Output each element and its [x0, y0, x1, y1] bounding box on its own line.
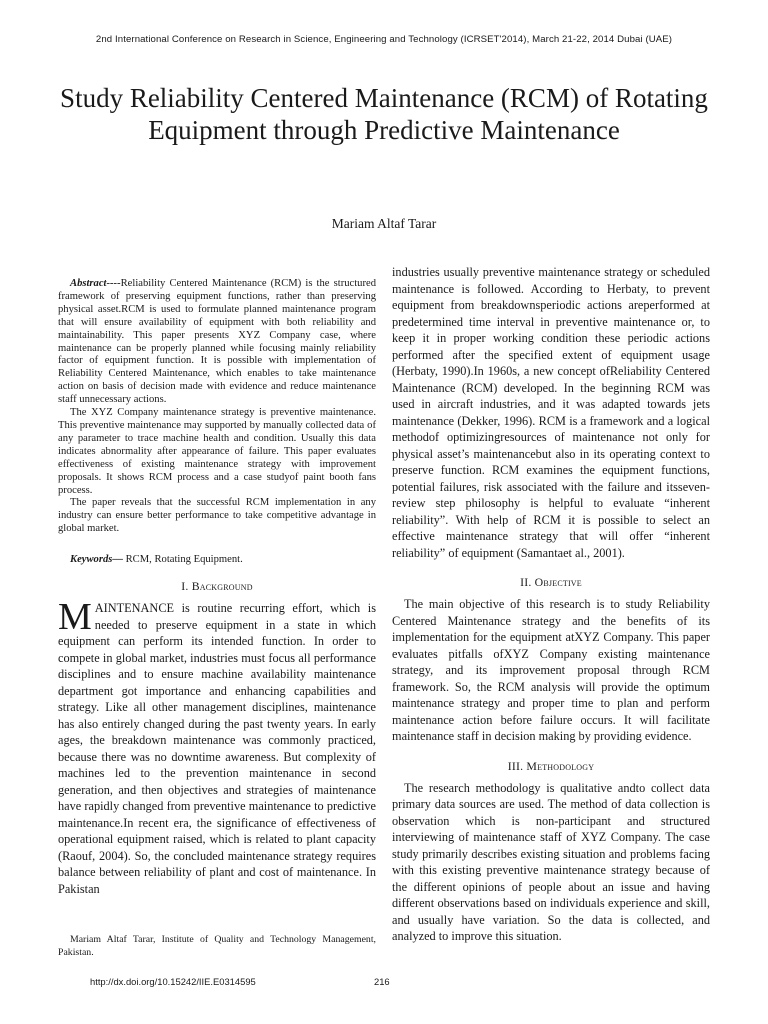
abstract-paragraph-2: The XYZ Company maintenance strategy is preventive maintenance. This preventive maintenance may supported by manually collected data of any parameter to trace machine health and condition. Usually this data indicates abnormality after appearance of failure. This paper evaluates effectiveness of existing maintenance strategy with improvement proposals. It shows RCM process and a case studyof paint booth fans process. [58, 407, 376, 496]
abstract [58, 278, 376, 536]
section-heading-methodology: III. Methodology [507, 758, 595, 773]
abstract-label: Abstract---- [70, 278, 121, 289]
keywords-label: Keywords— [70, 554, 123, 566]
page-number: 216 [374, 976, 390, 987]
keywords [58, 554, 376, 565]
abstract-text-1: Reliability Centered Maintenance (RCM) is the structured framework of preserving equipment functions, rather than preserving physical asset.RCM is used to formulate planned maintenance program that will ensure availability of equipment with both reliability and maintainability. This paper presents XYZ Company case, where maintenance can be properly planned while focusing mainly reliability factor of equipment function. It is possible with implementation of Reliability Centered Maintenance, which enables to take maintenance action on basis of decision made with evidence and reduce maintenance staff unnecessary actions. [58, 278, 376, 406]
paper-title: Study Reliability Centered Maintenance (RCM) of Rotating Equipment through Predictive Maintenance [60, 83, 708, 145]
section-heading-objective: II. Objective [520, 575, 582, 589]
abstract-paragraph-1 [58, 278, 376, 407]
keywords-text: RCM, Rotating Equipment. [122, 554, 243, 566]
drop-cap: M [58, 596, 92, 639]
background-continued-paragraph: industries usually preventive maintenance strategy or scheduled maintenance is followed. According to Herbaty, to prevent equipment from breakdownsperiodic actions areperformed at predetermined time interval in preventive maintenance or, to keep it in proper working condition these periodic actions performed after the specified extent of equipment usage (Herbaty, 1990).In 1960s, a new concept ofReliability Centered Maintenance (RCM) developed. In the beginning RCM was used in aircraft industries, and it was adapted towards jets maintenance (Dekker, 1996). RCM is a framework and a logical methodof optimizingresources of maintenance not only for physical asset’s maintenancebut also in its operating context to preserve function. RCM examines the equipment functions, potential failures, risk associated with the failure and itsseven-review step philosophy is helpful to evaluate “inherent reliability”. With help of RCM it is possible to select an effective maintenance strategy that will offer “inherent reliability” of equipment (Samantaet al., 2001). [392, 265, 710, 560]
left-column [58, 264, 376, 897]
right-column [392, 264, 710, 945]
background-paragraph [58, 596, 376, 897]
doi-link[interactable]: http://dx.doi.org/10.15242/IIE.E0314595 [90, 976, 256, 987]
background-text: AINTENANCE is routine recurring effort, which is needed to preserve equipment in a state in which equipment can perform its intended function. In order to compete in global market, industries must focus all performance disciplines and to ensure machine availability maintenance department got importance and enhancing capabilities and strategy. Like all other management disciplines, maintenance has also entirely changed during the past twenty years. In early ages, the breakdown maintenance was commonly practiced, because there was no downtime awareness. But complexity of machines led to the prevention maintenance in second generation, and then objectives and strategies of maintenance have rapidly changed from preventive maintenance to predictive maintenance.In recent era, the significance of effectiveness of operational equipment raised, which is related to plant capacity (Raouf, 2004). So, the concluded maintenance strategy requires balance between reliability of plant and cost of maintenance. In Pakistan [58, 601, 376, 896]
methodology-paragraph: The research methodology is qualitative andto collect data primary data sources are used. The method of data collection is observation which is non-participant and structured interviewing of maintenance staff of XYZ Company. The case study primarily describes existing situation and problems facing with this existing preventive maintenance strategy because of the different opinions of people about an issue and having different observations based on individuals experience and skill, and usually have variation. So the data is collected, and analyzed to improve this situation. [392, 780, 710, 943]
conference-header: 2nd International Conference on Research in Science, Engineering and Technology (ICRSET'2014), March 21-22, 2014 Dubai (UAE) [95, 34, 673, 45]
author-name: Mariam Altaf Tarar [331, 216, 437, 231]
section-heading-background: I. Background [181, 579, 253, 594]
objective-paragraph: The main objective of this research is to study Reliability Centered Maintenance strategy and the benefits of its implementation for the equipment atXYZ Company. This paper evaluates pitfalls ofXYZ Company existing maintenance strategy, and its improvement proposal through RCM framework. So, the RCM analysis will provide the optimum maintenance strategy and proper time to plan and perform maintenance action before failure occurs. It will facilitate maintenance staff in decision making by providing evidence. [392, 597, 710, 743]
abstract-paragraph-3: The paper reveals that the successful RCM implementation in any industry can ensure better performance to take competitive advantage in global market. [58, 497, 376, 535]
author-affiliation-footnote: Mariam Altaf Tarar, Institute of Quality and Technology Management, Pakistan. [58, 934, 376, 958]
